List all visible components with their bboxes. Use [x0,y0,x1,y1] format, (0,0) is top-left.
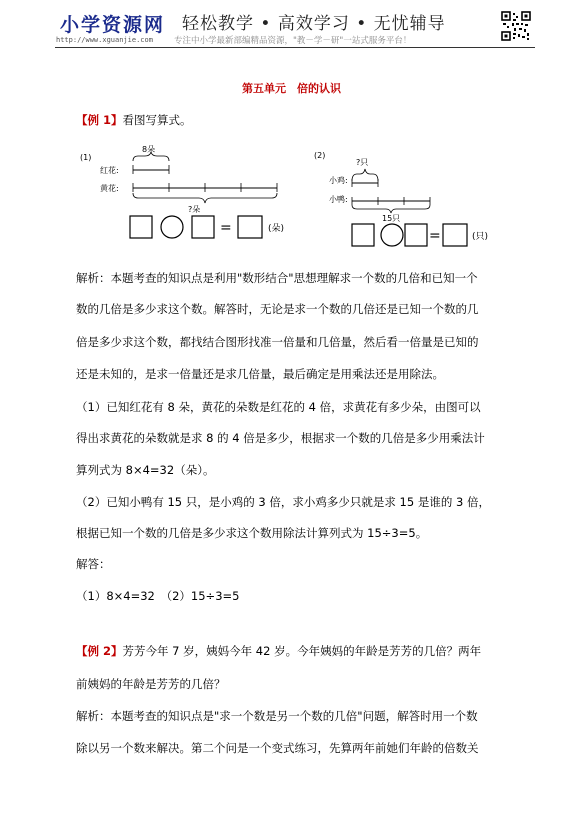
operator-circle[interactable] [161,216,183,238]
analysis-line: 得出求黄花的朵数就是求 8 的 4 倍是多少，根据求一个数的几倍是多少用乘法计 [76,431,485,445]
example2-label: 【例 2】 [76,644,123,658]
diagram2-top-brace [352,169,378,181]
example1-prompt: 看图写算式。 [122,113,192,127]
diagram1-row2-label: 黄花: [100,184,119,193]
diagram1-bottom-brace [133,193,277,203]
example2-line: 除以另一个数来解决。第二个问是一个变式练习，先算两年前她们年龄的倍数关 [76,741,479,755]
example2-line: 解析：本题考查的知识点是"求一个数是另一个数的几倍"问题，解答时用一个数 [76,709,478,723]
diagram2-unit: (只) [472,232,489,242]
unit-title: 第五单元 倍的认识 [242,82,341,95]
site-url: http://www.xguanjie.com [56,36,153,44]
answer-box[interactable] [192,216,214,238]
diagram2-bottom-brace [352,205,430,213]
equals-sign: = [429,228,441,244]
analysis-line: 倍是多少求这个数，都找结合图形找准一倍量和几倍量，然后看一倍量是已知的 [76,335,479,349]
example2-text: 芳芳今年 7 岁，姨妈今年 42 岁。今年姨妈的年龄是芳芳的几倍？两年 [122,644,482,658]
diagram2-row2-label: 小鸭: [329,195,348,204]
diagram1-top-label: 8朵 [142,145,156,154]
answer-box[interactable] [405,224,427,246]
page-header [0,0,583,56]
analysis-line: （1）已知红花有 8 朵，黄花的朵数是红花的 4 倍，求黄花有多少朵，由图可以 [76,400,481,414]
diagram2-top-label: ?只 [356,158,369,167]
header-tagline: 专注中小学最新部编精品资源，"教－学－研"一站式服务平台！ [174,36,412,46]
diagram1-question: ?朵 [188,205,201,214]
example1-heading [76,112,192,128]
operator-circle[interactable] [381,224,403,246]
diagram-flowers [78,140,308,250]
equals-sign: = [220,220,232,236]
example2-first-line [76,643,481,659]
header-divider [55,47,535,48]
example2-line: 前姨妈的年龄是芳芳的几倍？ [76,677,226,691]
answer-line: （1）8×4=32 （2）15÷3=5 [76,589,240,603]
diagram-birds [312,145,512,250]
analysis-line: 解析：本题考查的知识点是利用"数形结合"思想理解求一个数的几倍和已知一个 [76,271,478,285]
analysis-line: 根据已知一个数的几倍是多少求这个数用除法计算列式为 15÷3=5。 [76,526,428,540]
answer-heading: 解答： [76,557,111,571]
diagram1-number: (1) [80,153,92,162]
diagram1-unit: (朵) [268,224,285,234]
site-logo: 小学资源网 [60,14,166,36]
diagram2-total: 15只 [382,214,401,223]
diagram2-row1-label: 小鸡: [329,176,348,185]
diagram1-row1-label: 红花: [100,166,119,175]
qr-code-icon [501,11,531,41]
analysis-line: 数的几倍是多少求这个数。解答时，无论是求一个数的几倍还是已知一个数的几 [76,302,479,316]
analysis-line: 算列式为 8×4=32（朵）。 [76,463,215,477]
result-box[interactable] [443,224,467,246]
diagram2-number: (2) [314,151,326,160]
analysis-line: 还是未知的，是求一倍量还是求几倍量，最后确定是用乘法还是用除法。 [76,367,444,381]
answer-box[interactable] [130,216,152,238]
analysis-line: （2）已知小鸭有 15 只，是小鸡的 3 倍，求小鸡多少只就是求 15 是谁的 3 倍， [76,495,490,509]
result-box[interactable] [238,216,262,238]
header-slogan: 轻松教学 • 高效学习 • 无忧辅导 [182,14,446,34]
answer-box[interactable] [352,224,374,246]
example1-label: 【例 1】 [76,113,123,127]
